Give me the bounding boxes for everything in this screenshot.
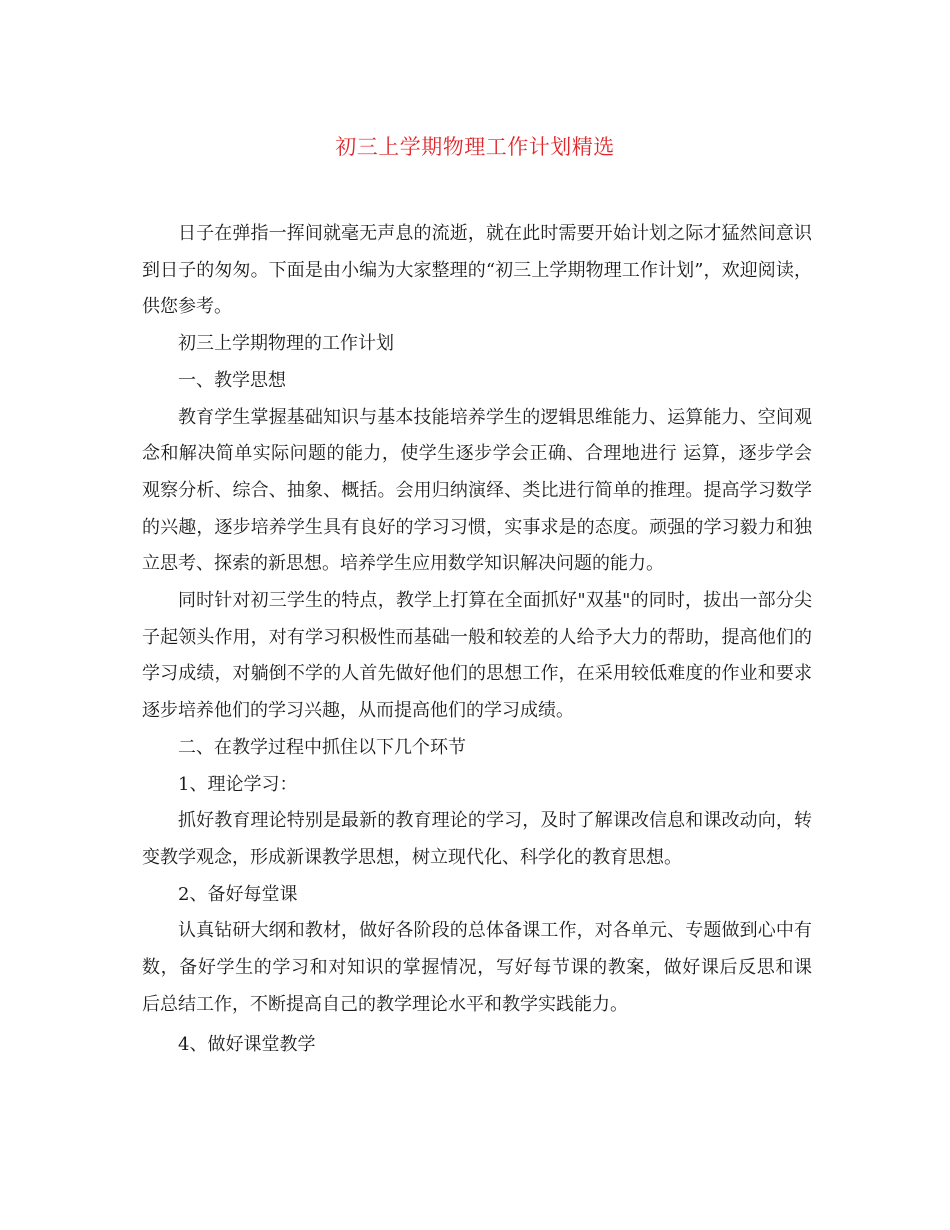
- document-title: 初三上学期物理工作计划精选: [335, 135, 615, 159]
- teaching-thought-paragraph: 教育学生掌握基础知识与基本技能培养学生的逻辑思维能力、运算能力、空间观念和解决简单实际问题的能力，使学生逐步学会正确、合理地进行 运算，逐步学会观察分析、综合、抽象、概括。会用归纳演绎、类比进行简单的推理。提高学习数学的兴趣，逐步培养学生具有良好的学习习惯，实事求是的态度。顽强的学习毅力和独立思考、探索的新思想。培养学生应用数学知识解决问题的能力。: [142, 406, 812, 575]
- section-heading-teaching-process: 二、在教学过程中抓住以下几个环节: [178, 736, 466, 758]
- item-heading-lesson-prep: 2、备好每堂课: [178, 883, 298, 905]
- item-heading-classroom-teaching: 4、做好课堂教学: [178, 1034, 316, 1056]
- theory-study-paragraph: 抓好教育理论特别是最新的教育理论的学习，及时了解课改信息和课改动向，转变教学观念，形成新课教学思想，树立现代化、科学化的教育思想。: [142, 810, 812, 868]
- lesson-prep-paragraph: 认真钻研大纲和教材，做好各阶段的总体备课工作，对各单元、专题做到心中有数，备好学生的学习和对知识的掌握情况，写好每节课的教案，做好课后反思和课 后总结工作，不断提高自己的教学理论水平和教学实践能力。: [142, 920, 812, 1015]
- section-heading-teaching-thought: 一、教学思想: [178, 369, 286, 391]
- plan-heading: 初三上学期物理的工作计划: [178, 333, 394, 355]
- intro-paragraph: 日子在弹指一挥间就毫无声息的流逝，就在此时需要开始计划之际才猛然间意识到日子的匆匆。下面是由小编为大家整理的“初三上学期物理工作计划”，欢迎阅读，供您参考。: [142, 223, 812, 318]
- item-heading-theory-study: 1、理论学习：: [178, 773, 298, 795]
- document-body: [142, 216, 812, 1064]
- student-strategy-paragraph: 同时针对初三学生的特点，教学上打算在全面抓好"双基"的同时，拔出一部分尖子起领头作用，对有学习积极性而基础一般和较差的人给予大力的帮助，提高他们的学习成绩，对躺倒不学的人首先做好他们的思想工作，在采用较低难度的作业和要求逐步培养他们的学习兴趣，从而提高他们的学习成绩。: [142, 590, 812, 722]
